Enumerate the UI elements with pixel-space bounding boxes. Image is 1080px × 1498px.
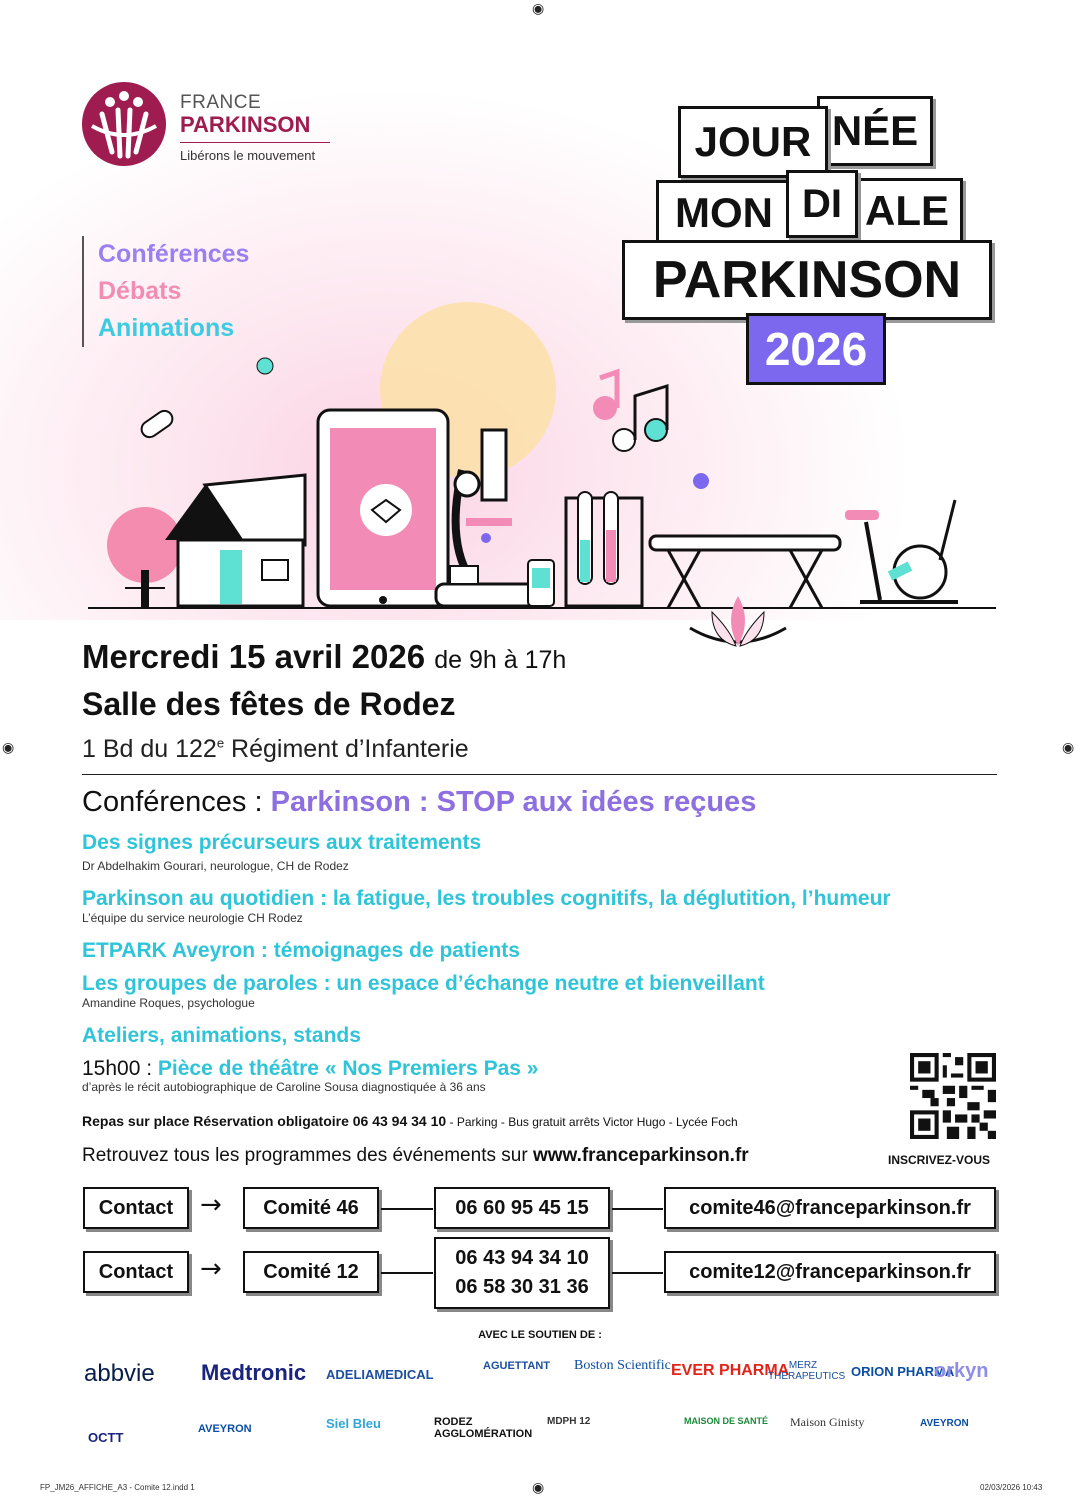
test-tubes-icon [566,492,642,606]
registration-mark-left: ◉ [2,740,15,756]
address-part2: Régiment d’Infanterie [224,735,469,763]
email-box[interactable]: comite12@franceparkinson.fr [664,1251,996,1293]
sponsor-logo-orion: ORION PHARMA [851,1364,955,1379]
small-dot-icon [481,533,491,543]
tablet-icon [318,410,448,606]
sponsor-logo-boston-scientific: Boston Scientific [574,1358,671,1373]
registration-mark-top: ◉ [532,1,545,17]
phone-number[interactable]: 06 43 94 34 10 [455,1247,589,1269]
theatre-title: Pièce de théâtre « Nos Premiers Pas » [157,1057,539,1080]
conference-title: Des signes précurseurs aux traitements [82,831,482,854]
section-divider [82,774,997,775]
theatre-line [82,1057,538,1094]
phone-box [434,1187,610,1229]
activity-conferences: Conférences [98,240,250,268]
address-superscript: e [216,735,225,751]
capsule-dot-icon [257,358,273,374]
sponsors-heading: AVEC LE SOUTIEN DE : [478,1329,602,1341]
headline-mon: MON [656,180,792,246]
sponsor-logo-mdph: MDPH 12 [547,1416,591,1427]
pill-icon [138,408,175,441]
headline-ale: ALE [851,178,963,244]
lotus-icon [690,596,786,646]
sponsor-logo-aveyron-2: AVEYRON [920,1418,969,1429]
connector-line [612,1272,663,1274]
event-date: Mercredi 15 avril 2026 [82,638,426,675]
event-illustration [0,0,1080,660]
sponsor-logo-aveyron: AVEYRON [198,1423,252,1435]
contact-label-box: Contact [83,1187,189,1229]
sponsor-logo-orkyn: orkyn [934,1360,989,1382]
activity-debats: Débats [98,277,182,305]
registration-mark-bottom: ◉ [532,1480,545,1496]
qr-caption: INSCRIVEZ-VOUS [888,1153,991,1167]
meal-reservation: Repas sur place Réservation obligatoire 06 43 94 34 10 [82,1113,447,1129]
theatre-time: 15h00 : [82,1057,158,1080]
phone-number[interactable]: 06 60 95 45 15 [455,1196,589,1219]
conference-item [82,972,765,1010]
sponsor-logo-ever-pharma: EVER PHARMA [671,1362,790,1379]
sponsor-logo-merz: MERZ THERAPEUTICS [768,1360,846,1382]
house-icon [165,475,305,606]
qr-code[interactable] [910,1053,996,1139]
conference-item [82,887,891,925]
headline-nee: NÉE [817,96,933,166]
conference-item [82,1024,361,1048]
phone-number[interactable]: 06 58 30 31 36 [455,1276,589,1298]
music-notes-icon [593,372,667,451]
event-venue: Salle des fêtes de Rodez [82,686,456,722]
conference-title: Ateliers, animations, stands [82,1024,361,1047]
sponsor-logo-octt: OCTT [88,1430,124,1445]
jar-icon [528,560,554,606]
sponsor-logo-medtronic: Medtronic [201,1360,307,1385]
meal-info [82,1113,738,1129]
email-box[interactable]: comite46@franceparkinson.fr [664,1187,996,1229]
address-part1: 1 Bd du 122 [82,735,217,763]
conference-title: ETPARK Aveyron : témoignages de patients [82,939,520,962]
connector-line [612,1208,663,1210]
sponsor-logo-rodez: RODEZ AGGLOMÉRATION [434,1416,533,1440]
print-date-info: 02/03/2026 10:43 [980,1483,1043,1492]
conferences-theme: Parkinson : STOP aux idées reçues [270,786,757,818]
connector-line [381,1208,433,1210]
activity-animations: Animations [98,314,235,342]
registration-mark-right: ◉ [1062,740,1075,756]
conference-speaker: Amandine Roques, psychologue [82,996,255,1010]
event-date-line [82,638,566,676]
headline-jour: JOUR [678,106,828,178]
conference-title: Les groupes de paroles : un espace d’échange neutre et bienveillant [82,972,765,995]
conference-title: Parkinson au quotidien : la fatigue, les troubles cognitifs, la déglutition, l’humeur [82,887,891,910]
comite-box: Comité 12 [243,1251,379,1293]
tree-icon [107,507,183,608]
headline-parkinson: PARKINSON [622,240,992,320]
conference-speaker: Dr Abdelhakim Gourari, neurologue, CH de Rodez [82,859,349,873]
conferences-heading [82,786,756,819]
theatre-subtitle: d’après le récit autobiographique de Caroline Sousa diagnostiquée à 36 ans [82,1080,486,1094]
logo-tagline: Libérons le mouvement [180,148,316,163]
conference-speaker: L’équipe du service neurologie CH Rodez [82,911,303,925]
sponsor-logo-adelia: ADELIAMEDICAL [326,1367,434,1382]
conference-item [82,939,520,963]
comite-box: Comité 46 [243,1187,379,1229]
arrow-icon: → [200,1190,222,1220]
programs-text: Retrouvez tous les programmes des événements sur [82,1145,533,1166]
arrow-icon: → [200,1254,222,1284]
sponsor-logo-siel-bleu: Siel Bleu [326,1416,381,1431]
website-link[interactable]: www.franceparkinson.fr [532,1145,749,1166]
programs-line [82,1145,749,1167]
logo-line1: FRANCE [180,92,262,113]
logo-line2: PARKINSON [180,112,311,137]
event-address [82,735,469,764]
sponsor-logo-maison-sante: MAISON DE SANTÉ [684,1416,769,1426]
sponsor-logo-ginisty: Maison Ginisty [790,1415,865,1429]
sponsor-logo-aguettant: AGUETTANT [483,1360,551,1372]
phone-box [434,1237,610,1309]
event-hours: de 9h à 17h [434,646,567,674]
transport-info: - Parking - Bus gratuit arrêts Victor Hugo - Lycée Foch [446,1115,738,1129]
massage-table-icon [650,536,840,608]
conferences-label: Conférences : [82,786,271,818]
conference-item [82,831,481,873]
exercise-bike-icon [845,500,958,602]
sponsor-logo-abbvie: abbvie [84,1360,155,1387]
tablet-dot-icon [693,473,709,489]
headline-year: 2026 [746,313,886,385]
headline-di: DI [786,170,858,238]
print-file-info: FP_JM26_AFFICHE_A3 - Comite 12.indd 1 [40,1483,195,1492]
connector-line [381,1272,433,1274]
contact-label-box: Contact [83,1251,189,1293]
